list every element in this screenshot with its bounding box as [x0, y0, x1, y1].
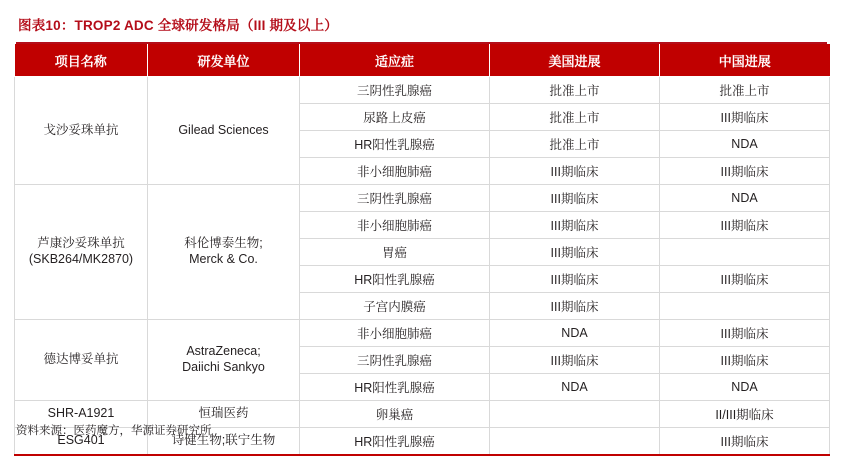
- cell-company: AstraZeneca; Daiichi Sankyo: [148, 320, 300, 401]
- cell-company: 诗健生物;联宁生物: [148, 428, 300, 456]
- cell-indication: HR阳性乳腺癌: [300, 131, 490, 158]
- cell-indication: 子宫内膜癌: [300, 293, 490, 320]
- cell-cn-status: [660, 239, 830, 266]
- column-header-indication: 适应症: [300, 44, 490, 77]
- cell-us-status: III期临床: [490, 185, 660, 212]
- cell-project-name: 芦康沙妥珠单抗 (SKB264/MK2870): [15, 185, 148, 320]
- cell-cn-status: III期临床: [660, 104, 830, 131]
- cell-us-status: NDA: [490, 374, 660, 401]
- cell-indication: 胃癌: [300, 239, 490, 266]
- table-body: [15, 77, 830, 456]
- cell-cn-status: III期临床: [660, 266, 830, 293]
- cell-indication: 非小细胞肺癌: [300, 212, 490, 239]
- cell-us-status: 批准上市: [490, 131, 660, 158]
- cell-indication: 三阴性乳腺癌: [300, 77, 490, 104]
- cell-us-status: III期临床: [490, 347, 660, 374]
- cell-cn-status: III期临床: [660, 347, 830, 374]
- cell-indication: HR阳性乳腺癌: [300, 374, 490, 401]
- cell-cn-status: III期临床: [660, 212, 830, 239]
- cell-company: Gilead Sciences: [148, 77, 300, 185]
- cell-cn-status: [660, 293, 830, 320]
- cell-project-name: 戈沙妥珠单抗: [15, 77, 148, 185]
- cell-us-status: III期临床: [490, 212, 660, 239]
- cell-us-status: III期临床: [490, 158, 660, 185]
- cell-project-name: 德达博妥单抗: [15, 320, 148, 401]
- cell-indication: 三阴性乳腺癌: [300, 185, 490, 212]
- cell-indication: 非小细胞肺癌: [300, 158, 490, 185]
- cell-cn-status: NDA: [660, 131, 830, 158]
- table-row: [15, 77, 830, 104]
- cell-company: 恒瑞医药: [148, 401, 300, 428]
- trop2-adc-table: [14, 44, 830, 456]
- cell-cn-status: III期临床: [660, 158, 830, 185]
- column-header-company: 研发单位: [148, 44, 300, 77]
- page-title: 图表10：TROP2 ADC 全球研发格局（III 期及以上）: [18, 18, 338, 33]
- cell-indication: HR阳性乳腺癌: [300, 266, 490, 293]
- cell-us-status: [490, 401, 660, 428]
- cell-indication: HR阳性乳腺癌: [300, 428, 490, 456]
- column-header-us-status: 美国进展: [490, 44, 660, 77]
- cell-project-name: SHR-A1921: [15, 401, 148, 428]
- cell-us-status: III期临床: [490, 293, 660, 320]
- cell-cn-status: NDA: [660, 185, 830, 212]
- column-header-cn-status: 中国进展: [660, 44, 830, 77]
- cell-indication: 非小细胞肺癌: [300, 320, 490, 347]
- table-header-row: [15, 44, 830, 77]
- cell-us-status: NDA: [490, 320, 660, 347]
- cell-us-status: III期临床: [490, 239, 660, 266]
- cell-indication: 卵巢癌: [300, 401, 490, 428]
- column-header-project: 项目名称: [15, 44, 148, 77]
- cell-project-name: ESG401: [15, 428, 148, 456]
- cell-cn-status: II/III期临床: [660, 401, 830, 428]
- cell-indication: 尿路上皮癌: [300, 104, 490, 131]
- cell-us-status: III期临床: [490, 266, 660, 293]
- cell-us-status: [490, 428, 660, 456]
- table-row: [15, 320, 830, 347]
- cell-company: 科伦博泰生物; Merck & Co.: [148, 185, 300, 320]
- source-note: 资料来源：医药魔方，华源证券研究所: [16, 425, 212, 437]
- cell-cn-status: 批准上市: [660, 77, 830, 104]
- cell-cn-status: III期临床: [660, 428, 830, 456]
- cell-us-status: 批准上市: [490, 104, 660, 131]
- cell-us-status: 批准上市: [490, 77, 660, 104]
- cell-cn-status: III期临床: [660, 320, 830, 347]
- cell-indication: 三阴性乳腺癌: [300, 347, 490, 374]
- cell-cn-status: NDA: [660, 374, 830, 401]
- table-row: [15, 185, 830, 212]
